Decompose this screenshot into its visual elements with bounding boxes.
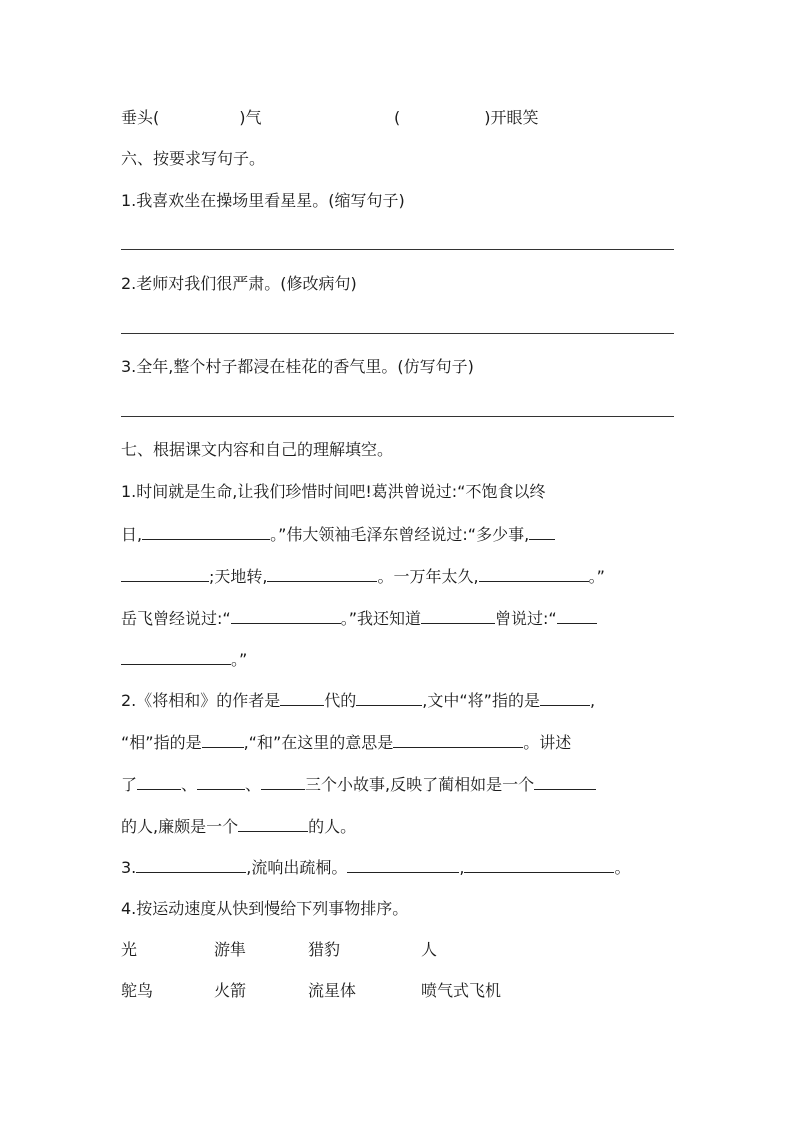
blank-mao-3[interactable]	[479, 566, 589, 582]
s7-q3-c: ,	[459, 858, 465, 877]
s7-q2-line1	[121, 690, 595, 710]
answer-line-q3[interactable]	[121, 416, 674, 417]
item-rocket: 火箭	[214, 981, 247, 1000]
section-6-q3: 3.全年,整个村子都浸在桂花的香气里。(仿写句子)	[121, 357, 474, 376]
blank-person[interactable]	[421, 608, 495, 624]
s7-q2-l3-c: 、	[245, 775, 262, 794]
s7-q2-l3-b: 、	[181, 775, 198, 794]
s7-q4-title: 4.按运动速度从快到慢给下列事物排序。	[121, 899, 409, 918]
answer-line-q2[interactable]	[121, 333, 674, 334]
blank-lin-xiangru[interactable]	[534, 774, 596, 790]
idiom-line-2	[394, 108, 539, 128]
blank-lian-po[interactable]	[238, 816, 308, 832]
s7-q1-l2-mid: 。”伟大领袖毛泽东曾经说过:“多少事,	[270, 525, 530, 544]
s7-q1-l4-b: 。”我还知道	[340, 609, 421, 628]
blank-mao-1b[interactable]	[121, 566, 209, 582]
s7-q1-line3	[121, 566, 605, 586]
s7-q2-l4-b: 的人。	[308, 817, 357, 836]
section-7-title: 七、根据课文内容和自己的理解填空。	[121, 440, 394, 459]
blank-story-2[interactable]	[197, 774, 245, 790]
s7-q1-line2	[121, 524, 555, 544]
s7-q3-d: 。	[614, 858, 631, 877]
answer-line-q1[interactable]	[121, 249, 674, 250]
s7-q2-l3-a: 了	[121, 775, 138, 794]
item-falcon: 游隼	[214, 940, 247, 959]
section-6-q2: 2.老师对我们很严肃。(修改病句)	[121, 274, 357, 293]
blank-jiang[interactable]	[540, 690, 590, 706]
s7-q2-l1-b: 代的	[324, 691, 357, 710]
blank-poem-3[interactable]	[464, 857, 614, 873]
blank-xiang[interactable]	[202, 732, 244, 748]
s7-q2-line4	[121, 816, 356, 836]
section-6-title: 六、按要求写句子。	[121, 149, 266, 168]
item-meteoroid: 流星体	[308, 981, 357, 1000]
s7-q2-l3-d: 三个小故事,反映了蔺相如是一个	[305, 775, 535, 794]
blank-he[interactable]	[393, 732, 523, 748]
blank-quote-b[interactable]	[121, 649, 231, 665]
item-jet: 喷气式飞机	[421, 981, 502, 1000]
s7-q2-line3	[121, 774, 596, 794]
blank-quote-a[interactable]	[557, 608, 597, 624]
s7-q1-l5: 。”	[231, 650, 248, 669]
s7-q1-line5	[121, 649, 247, 669]
item-cheetah: 猎豹	[308, 940, 341, 959]
s7-q1-l2-start: 日,	[121, 525, 143, 544]
blank-ge-hong[interactable]	[142, 524, 270, 540]
idiom-a-start: 垂头(	[121, 108, 160, 127]
blank-mao-2[interactable]	[267, 566, 377, 582]
s7-q3-b: ,流响出疏桐。	[246, 858, 348, 877]
s7-q1-line4	[121, 608, 597, 628]
s7-q2-l2-a: “相”指的是	[121, 733, 202, 752]
blank-mao-1a[interactable]	[529, 524, 555, 540]
idiom-line	[121, 108, 262, 128]
s7-q3-a: 3.	[121, 858, 137, 877]
item-human: 人	[421, 940, 438, 959]
s7-q1-line1: 1.时间就是生命,让我们珍惜时间吧!葛洪曾说过:“不饱食以终	[121, 482, 546, 501]
s7-q2-line2	[121, 732, 571, 752]
s7-q1-l4-c: 曾说过:“	[494, 609, 557, 628]
idiom-b-start: (	[394, 108, 401, 127]
s7-q2-l1-c: ,文中“将”指的是	[422, 691, 540, 710]
s7-q2-l1-d: ,	[589, 691, 596, 710]
section-6-q1: 1.我喜欢坐在操场里看星星。(缩写句子)	[121, 191, 405, 210]
blank-poem-2[interactable]	[347, 857, 459, 873]
idiom-a-end: )气	[239, 108, 262, 127]
blank-story-3[interactable]	[261, 774, 305, 790]
blank-poem-1[interactable]	[136, 857, 246, 873]
s7-q2-l4-a: 的人,廉颇是一个	[121, 817, 239, 836]
blank-story-1[interactable]	[137, 774, 181, 790]
item-ostrich: 鸵鸟	[121, 981, 154, 1000]
s7-q2-l2-c: 。讲述	[523, 733, 572, 752]
s7-q2-l2-b: ,“和”在这里的意思是	[243, 733, 394, 752]
s7-q3-line	[121, 857, 630, 877]
s7-q2-l1-a: 2.《将相和》的作者是	[121, 691, 281, 710]
s7-q1-l4-a: 岳飞曾经说过:“	[121, 609, 231, 628]
blank-dynasty[interactable]	[280, 690, 324, 706]
s7-q1-l3-c: 。”	[588, 567, 605, 586]
item-light: 光	[121, 940, 138, 959]
s7-q1-l3-a: ;天地转,	[209, 567, 268, 586]
s7-q1-l3-b: 。一万年太久,	[377, 567, 479, 586]
idiom-b-end: )开眼笑	[484, 108, 539, 127]
blank-yue-fei[interactable]	[231, 608, 341, 624]
blank-author[interactable]	[356, 690, 422, 706]
